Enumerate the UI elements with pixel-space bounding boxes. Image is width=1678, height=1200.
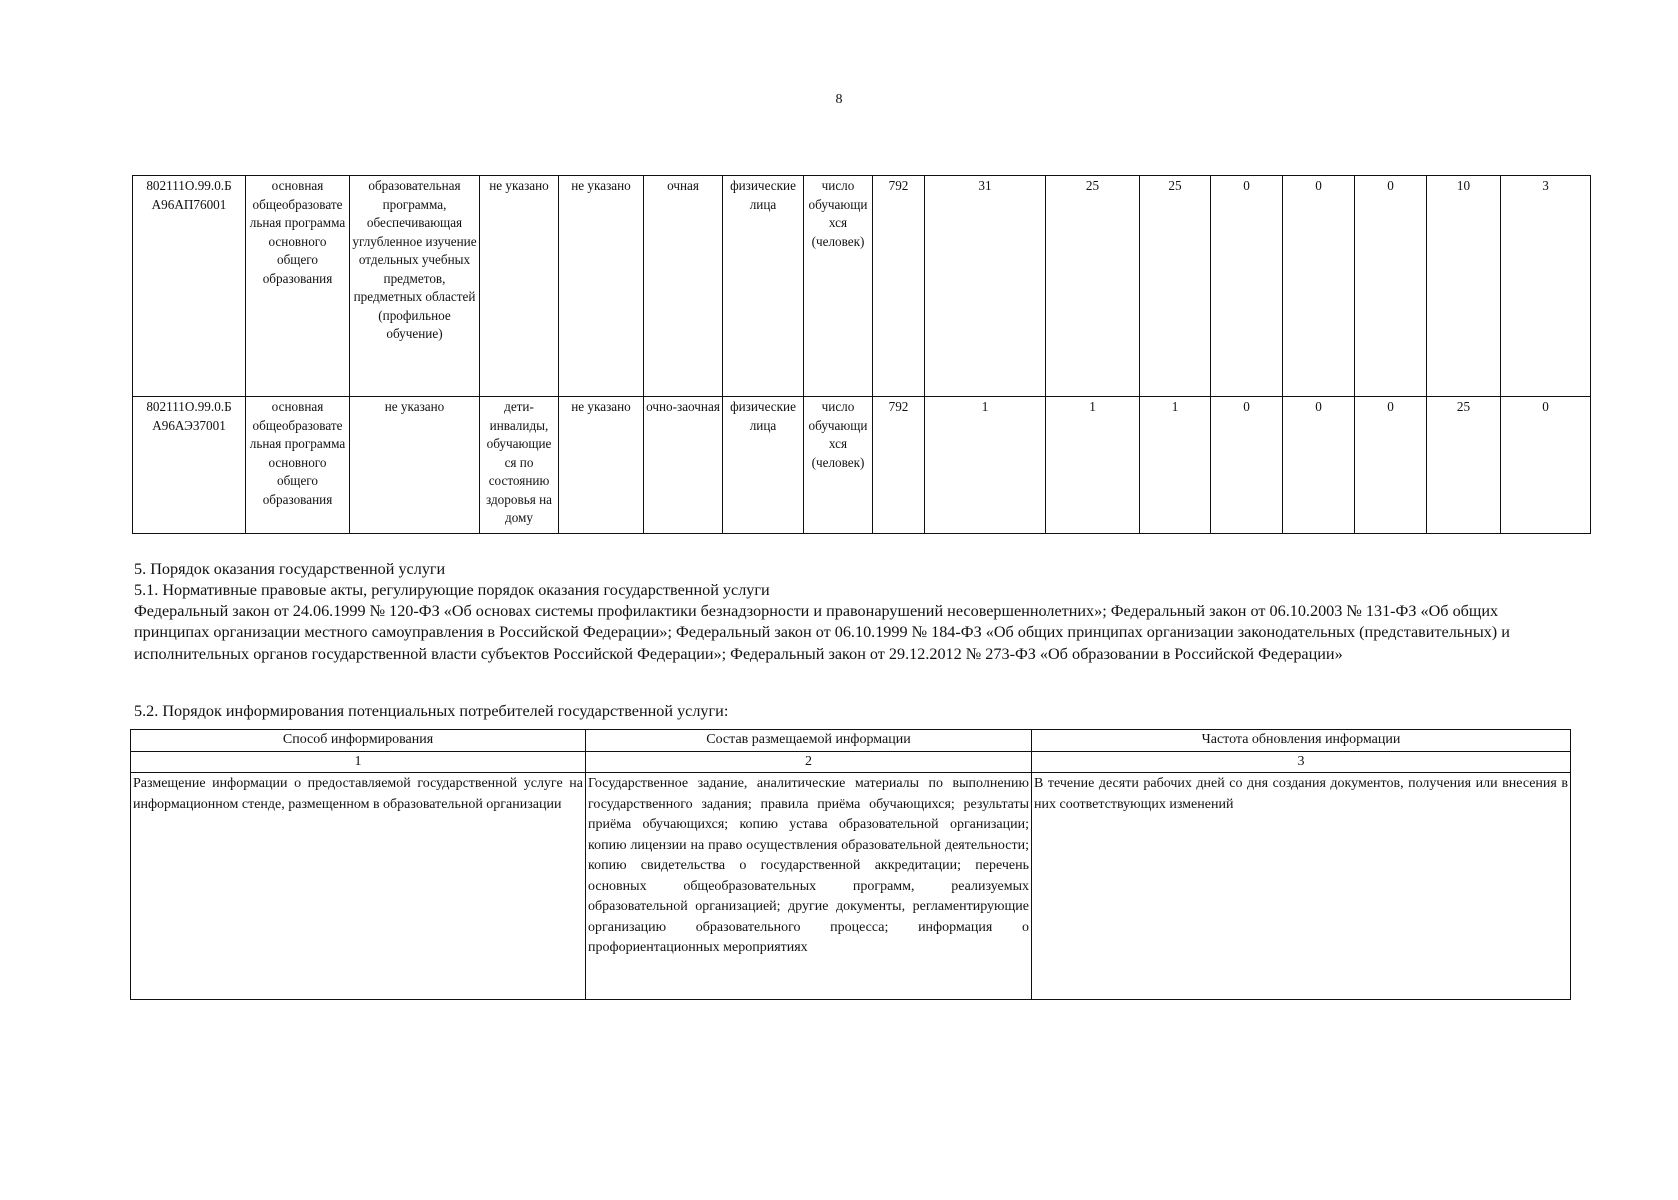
value-cell: 3 [1501, 176, 1591, 397]
table-header-row [131, 730, 1571, 752]
consumers-cell: физические лица [723, 176, 804, 397]
content-cell: образовательная программа, обеспечивающая углубленное изучение отдельных учебных предметов, предметных областей (профильное обучение) [350, 176, 480, 397]
indicator-cell: число обучающи хся (человек) [804, 397, 873, 534]
column-number-row [131, 751, 1571, 773]
value-cell: 0 [1501, 397, 1591, 534]
method-cell: Размещение информации о предоставляемой государственной услуге на информационном стенде, размещенном в образовательной организации [131, 773, 586, 1000]
column-number: 2 [586, 751, 1032, 773]
other-cell: не указано [559, 397, 644, 534]
column-header: Частота обновления информации [1032, 730, 1571, 752]
category-cell: дети-инвалиды, обучающие ся по состоянию здоровья на дому [480, 397, 559, 534]
okei-cell: 792 [873, 176, 925, 397]
section-5-2-title: 5.2. Порядок информирования потенциальных потребителей государственной услуги: [134, 702, 729, 720]
value-cell: 0 [1355, 397, 1427, 534]
indicator-cell: число обучающи хся (человек) [804, 176, 873, 397]
legal-acts-text: Федеральный закон от 24.06.1999 № 120-ФЗ «Об основах системы профилактики безнадзорности и правонарушений несовершеннолетних»; Федеральный закон от 06.10.2003 № 131-ФЗ «Об общих принципах организации местного самоуправления в Российской Федерации»; Федеральный закон от 06.10.1999 № 184-ФЗ «Об общих принципах организации законодательных (представительных) и исполнительных органов государственной власти субъектов Российской Федерации»; Федеральный закон от 29.12.2012 № 273-ФЗ «Об образовании в Российской Федерации» [134, 602, 1510, 663]
value-cell: 1 [1140, 397, 1211, 534]
value-cell: 0 [1283, 176, 1355, 397]
value-cell: 25 [1046, 176, 1140, 397]
services-volume-table [132, 175, 1591, 534]
value-cell: 0 [1283, 397, 1355, 534]
category-cell: не указано [480, 176, 559, 397]
column-number: 3 [1032, 751, 1571, 773]
table-row [133, 397, 1591, 534]
value-cell: 25 [1140, 176, 1211, 397]
section-5-title: 5. Порядок оказания государственной услуги [134, 560, 446, 578]
frequency-cell: В течение десяти рабочих дней со дня создания документов, получения или внесения в них соответствующих изменений [1032, 773, 1571, 1000]
value-cell: 0 [1355, 176, 1427, 397]
value-cell: 10 [1427, 176, 1501, 397]
unique-code-cell: 802111О.99.0.Б А96АП76001 [133, 176, 246, 397]
page-number: 8 [835, 92, 843, 107]
program-cell: основная общеобразовате льная программа основного общего образования [246, 397, 350, 534]
value-cell: 0 [1211, 397, 1283, 534]
column-header: Состав размещаемой информации [586, 730, 1032, 752]
consumers-cell: физические лица [723, 397, 804, 534]
okei-cell: 792 [873, 397, 925, 534]
value-cell: 25 [1427, 397, 1501, 534]
form-cell: очно-заочная [644, 397, 723, 534]
form-cell: очная [644, 176, 723, 397]
value-cell: 0 [1211, 176, 1283, 397]
informing-table [130, 729, 1571, 1000]
value-cell: 1 [1046, 397, 1140, 534]
value-cell: 31 [925, 176, 1046, 397]
content-cell: не указано [350, 397, 480, 534]
value-cell: 1 [925, 397, 1046, 534]
other-cell: не указано [559, 176, 644, 397]
table-row [131, 773, 1571, 1000]
unique-code-cell: 802111О.99.0.Б А96АЭ37001 [133, 397, 246, 534]
section-5-1-title: 5.1. Нормативные правовые акты, регулирующие порядок оказания государственной услуги [134, 581, 770, 599]
column-number: 1 [131, 751, 586, 773]
table-row [133, 176, 1591, 397]
info-content-cell: Государственное задание, аналитические материалы по выполнению государственного задания; правила приёма обучающихся; результаты приёма обучающихся; копию устава образовательной организации; копию лицензии на право осуществления образовательной деятельности; копию свидетельства о государственной аккредитации; перечень основных общеобразовательных программ, реализуемых образовательной организацией; другие документы, регламентирующие организацию образовательного процесса; информация о профориентационных мероприятиях [586, 773, 1032, 1000]
program-cell: основная общеобразовате льная программа основного общего образования [246, 176, 350, 397]
column-header: Способ информирования [131, 730, 586, 752]
